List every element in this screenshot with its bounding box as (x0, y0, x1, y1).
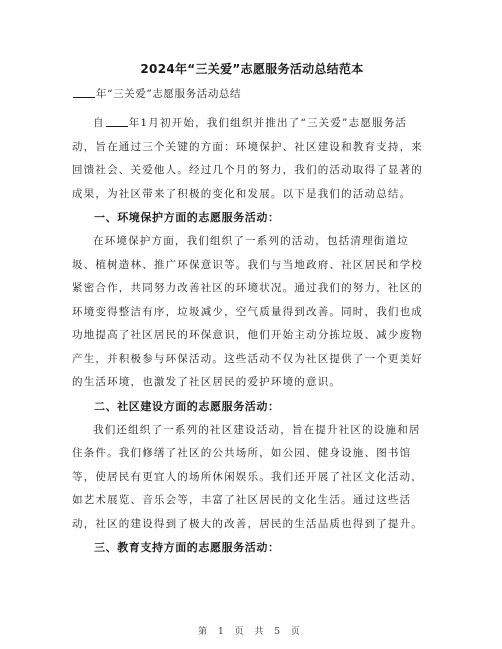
document-title: 2024年“三关爱”志愿服务活动总结范本 (140, 62, 364, 76)
paragraph-line: 环境变得整洁有序，垃圾减少，空气质量得到改善。同时，我们也成 (72, 305, 423, 318)
year-blank (106, 116, 128, 127)
paragraph-line: 圾、植树造林、推广环保意识等。我们与当地政府、社区居民和学校 (72, 258, 423, 271)
paragraph-line: 在环境保护方面，我们组织了一系列的活动，包括清理街道垃 (93, 235, 409, 247)
paragraph-line: 功地提高了社区居民的环保意识，他们开始主动分拣垃圾、减少废物 (72, 329, 423, 341)
section-paragraph-environment (72, 230, 432, 395)
paragraph-line: 等，使居民有更宜人的场所休闲娱乐。我们还开展了社区文化活动， (72, 470, 423, 483)
year-blank (73, 87, 95, 98)
paragraph-line: 我们还组织了一系列的社区建设活动，旨在提升社区的设施和居 (93, 423, 421, 436)
paragraph-line: 的生活环境，也激发了社区居民的爱护环境的意识。 (72, 376, 342, 388)
intro-line: 成果，为社区带来了积极的变化和发展。以下是我们的活动总结。 (72, 187, 412, 200)
section-heading-environment: 一、环境保护方面的志愿服务活动： (94, 211, 280, 224)
paragraph-line: 如艺术展览、音乐会等，丰富了社区居民的文化生活。通过这些活 (72, 494, 412, 506)
page-footer: 第 1 页 共 5 页 (198, 627, 304, 637)
subtitle-text: 年“三关爱”志愿服务活动总结 (96, 88, 242, 100)
section-heading-community: 二、社区建设方面的志愿服务活动： (94, 399, 280, 413)
intro-line: 动，旨在通过三个关键的方面：环境保护、社区建设和教育支持，来 (72, 140, 423, 153)
intro-prefix: 自 (93, 117, 105, 129)
intro-paragraph (72, 112, 432, 206)
section-heading-education: 三、教育支持方面的志愿服务活动： (94, 541, 280, 554)
document-subtitle (72, 86, 432, 102)
paragraph-line: 产生，并积极参与环保活动。这些活动不仅为社区提供了一个更美好 (72, 352, 423, 365)
intro-line: 回馈社会、关爱他人。经过几个月的努力，我们的活动取得了显著的 (72, 164, 423, 176)
intro-line1: 年1月初开始，我们组织并推出了“三关爱”志愿服务活 (128, 117, 408, 129)
intro-line (72, 112, 432, 136)
document-body (72, 60, 432, 560)
paragraph-line: 住条件。我们修缮了社区的公共场所，如公园、健身设施、图书馆 (72, 447, 412, 459)
section-paragraph-community (72, 419, 432, 537)
paragraph-line: 动，社区的建设得到了极大的改善，居民的生活品质也得到了提升。 (72, 517, 423, 530)
paragraph-line: 紧密合作，共同努力改善社区的环境状况。通过我们的努力，社区的 (72, 282, 423, 294)
